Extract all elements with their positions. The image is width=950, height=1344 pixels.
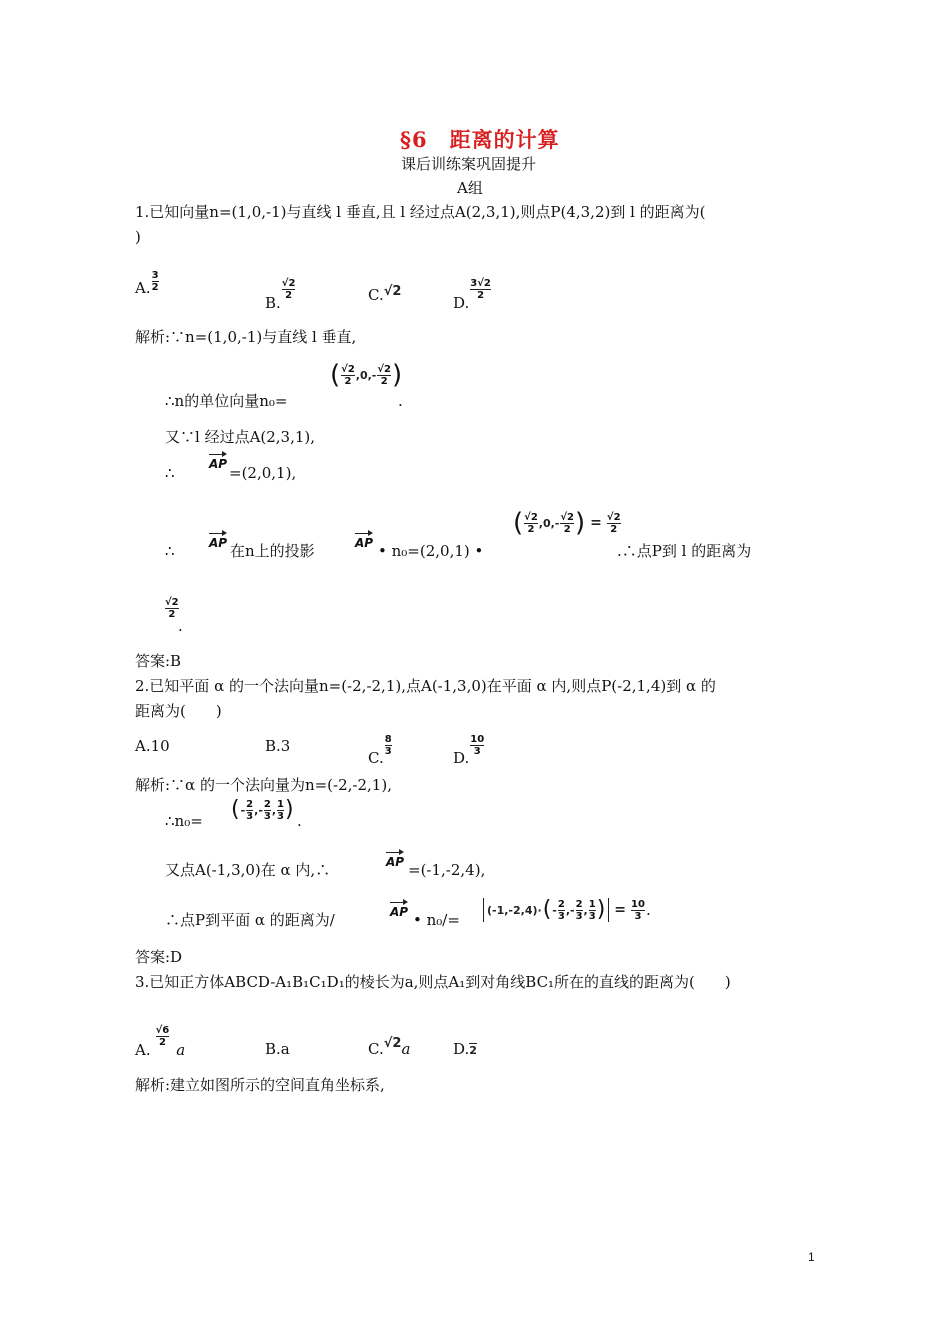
- q1-solution-line1: 解析:∵n=(1,0,-1)与直线 l 垂直,: [135, 328, 357, 346]
- q1-unit-vector: ( $\frac{√2}{2}$ ,0,- $\frac{√2}{2}$ ): [330, 360, 403, 390]
- q3-stem: 3.已知正方体ABCD-A₁B₁C₁D₁的棱长为a,则点A₁到对角线BC₁所在的直线的距离为( ): [135, 973, 731, 991]
- q3-option-a: A. $\frac{√6}{2}$ a: [135, 1024, 186, 1059]
- group-label: A组: [457, 179, 483, 197]
- q1-option-b: B. $\frac{√2}{2}$: [265, 277, 296, 312]
- q2-stem-line1: 2.已知平面 α 的一个法向量n=(-2,-2,1),点A(-1,3,0)在平面 α 内,则点P(-2,1,4)到 α 的: [135, 677, 716, 695]
- q1-solution-line5-tail: .∴点P到 l 的距离为: [617, 542, 752, 560]
- q1-solution-line4-prefix: ∴: [165, 464, 175, 482]
- q2-option-b: B.3: [265, 737, 291, 755]
- q2-solution-line4: ∴点P到平面 α 的距离为/: [165, 911, 335, 929]
- q3-option-c: C.√2a: [368, 1036, 411, 1058]
- q2-stem-line2: 距离为( ): [135, 702, 222, 720]
- q1-projection-text: 在n上的投影: [230, 542, 315, 560]
- q1-solution-line3: 又∵l 经过点A(2,3,1),: [165, 428, 316, 446]
- q1-solution-line2: ∴n的单位向量n₀=: [165, 392, 288, 410]
- q1-stem-line2: ): [135, 228, 141, 246]
- q2-answer: 答案:D: [135, 948, 183, 966]
- q2-solution-line2: ∴n₀=: [165, 812, 203, 830]
- subtitle: 课后训练案巩固提升: [401, 155, 537, 173]
- q2-unit-normal: ( - $\frac{2}{3}$ ,- $\frac{2}{3}$ , $\frac{1}{3}$ ): [231, 797, 294, 822]
- vector-ap: AP: [355, 531, 373, 551]
- vector-ap: AP: [386, 850, 404, 870]
- q2-option-d: D. $\frac{10}{3}$: [453, 733, 485, 767]
- q1-stem-line1: 1.已知向量n=(1,0,-1)与直线 l 垂直,且 l 经过点A(2,3,1),则点P(4,3,2)到 l 的距离为(: [135, 203, 706, 221]
- q2-option-a: A.10: [135, 737, 170, 755]
- q3-option-d: D.2: [453, 1040, 477, 1058]
- q1-solution-line2-end: .: [398, 392, 403, 410]
- q1-answer: 答案:B: [135, 652, 182, 670]
- q1-distance-result: $\frac{√2}{2}$: [165, 597, 179, 620]
- q1-solution-line5-prefix: ∴: [165, 542, 175, 560]
- q1-projection-result: ( $\frac{√2}{2}$ ,0,- $\frac{√2}{2}$ ) = $\frac{√2}{2}$: [513, 508, 621, 538]
- vector-ap: AP: [209, 452, 227, 472]
- vector-ap: AP: [209, 531, 227, 551]
- q3-option-b: B.a: [265, 1040, 290, 1058]
- q2-solution-line2-end: .: [297, 812, 302, 830]
- q1-option-c: C.√2: [368, 284, 402, 304]
- q2-solution-line3: 又点A(-1,3,0)在 α 内,∴: [165, 861, 331, 879]
- q2-distance-expression: (-1,-2,4)· ( - $\frac{2}{3}$ ,- $\frac{2}{3}$ , $\frac{1}{3}$ ) = $\frac{10}{3}$ .: [483, 897, 651, 926]
- q1-dot-product: • n₀=(2,0,1) •: [378, 542, 484, 560]
- q1-distance-end: .: [178, 617, 183, 635]
- q2-solution-line1: 解析:∵α 的一个法向量为n=(-2,-2,1),: [135, 776, 392, 794]
- page-number: 1: [808, 1250, 815, 1264]
- section-title: §6 距离的计算: [400, 127, 560, 152]
- vector-ap: AP: [390, 900, 408, 920]
- q2-option-c: C. $\frac{8}{3}$: [368, 733, 392, 767]
- q1-option-a: A. $\frac{3}{2}$: [135, 269, 159, 297]
- q1-solution-line4: =(2,0,1),: [229, 464, 297, 482]
- q2-solution-line4-mid: • n₀/=: [413, 911, 460, 929]
- q3-solution-line1: 解析:建立如图所示的空间直角坐标系,: [135, 1076, 385, 1094]
- q1-option-d: D. $\frac{3√2}{2}$: [453, 277, 491, 312]
- q2-solution-line3-post: =(-1,-2,4),: [408, 861, 486, 879]
